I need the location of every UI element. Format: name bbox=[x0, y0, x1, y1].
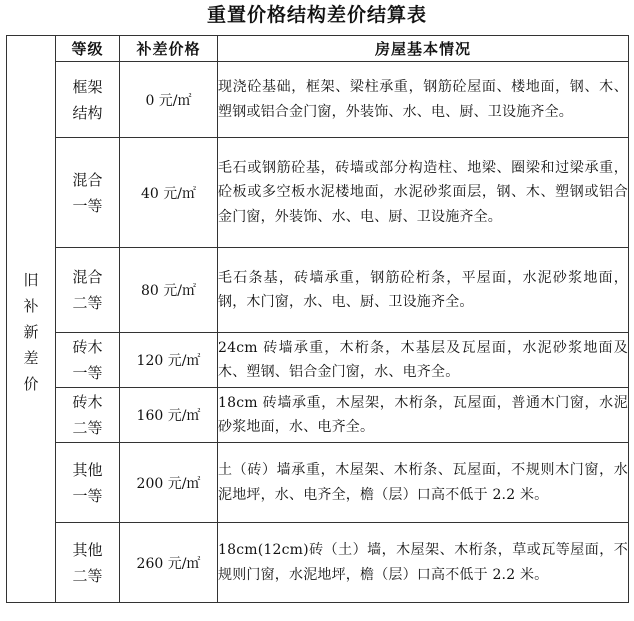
grade-line: 其他 bbox=[72, 540, 103, 559]
grade-line: 混合 bbox=[72, 170, 103, 189]
header-row bbox=[7, 36, 629, 62]
side-label-char: 价 bbox=[23, 374, 39, 393]
grade-cell bbox=[56, 333, 120, 388]
table-row bbox=[7, 333, 629, 388]
price-cell: 120 元/㎡ bbox=[120, 333, 218, 388]
side-label-char: 补 bbox=[23, 296, 39, 315]
grade-line: 一等 bbox=[72, 364, 103, 382]
price-cell: 40 元/㎡ bbox=[120, 138, 218, 248]
header-description: 房屋基本情况 bbox=[218, 36, 629, 62]
grade-line: 二等 bbox=[72, 566, 103, 585]
table-row bbox=[7, 62, 629, 138]
grade-line: 砖木 bbox=[72, 338, 103, 356]
grade-line: 框架 bbox=[72, 77, 103, 96]
description-cell: 18cm 砖墙承重，木屋架，木桁条，瓦屋面，普通木门窗，水泥砂浆地面，水、电齐全。 bbox=[218, 388, 629, 443]
price-cell: 80 元/㎡ bbox=[120, 248, 218, 333]
grade-line: 其他 bbox=[72, 460, 103, 479]
header-blank-cell bbox=[7, 36, 56, 62]
grade-cell bbox=[56, 523, 120, 603]
table-row bbox=[7, 388, 629, 443]
grade-line: 结构 bbox=[72, 103, 103, 122]
table-row bbox=[7, 523, 629, 603]
table-title: 重置价格结构差价结算表 bbox=[206, 4, 427, 26]
table-row bbox=[7, 138, 629, 248]
grade-line: 二等 bbox=[72, 419, 103, 437]
side-label-char: 新 bbox=[23, 322, 39, 341]
grade-line: 砖木 bbox=[72, 393, 103, 411]
price-cell: 0 元/㎡ bbox=[120, 62, 218, 138]
header-price: 补差价格 bbox=[120, 36, 218, 62]
grade-line: 二等 bbox=[72, 294, 103, 312]
header-grade: 等级 bbox=[56, 36, 120, 62]
side-label-char: 差 bbox=[23, 348, 39, 367]
price-difference-table bbox=[6, 35, 629, 603]
price-cell: 200 元/㎡ bbox=[120, 443, 218, 523]
grade-cell bbox=[56, 248, 120, 333]
grade-cell bbox=[56, 443, 120, 523]
grade-cell bbox=[56, 388, 120, 443]
description-cell: 现浇砼基础，框架、梁柱承重，钢筋砼屋面、楼地面，钢、木、塑钢或铝合金门窗，外装饰、水、电、厨、卫设施齐全。 bbox=[218, 62, 629, 138]
description-cell: 24cm 砖墙承重，木桁条，木基层及瓦屋面，水泥砂浆地面及木、塑钢、铝合金门窗，水、电齐全。 bbox=[218, 333, 629, 388]
description-cell: 18cm(12cm)砖（土）墙，木屋架、木桁条，草或瓦等屋面，不规则门窗，水泥地坪，檐（层）口高不低于 2.2 米。 bbox=[218, 523, 629, 603]
description-cell: 土（砖）墙承重，木屋架、木桁条、瓦屋面，不规则木门窗，水泥地坪，水、电齐全，檐（层）口高不低于 2.2 米。 bbox=[218, 443, 629, 523]
table-row bbox=[7, 443, 629, 523]
price-cell: 160 元/㎡ bbox=[120, 388, 218, 443]
grade-line: 混合 bbox=[72, 268, 103, 286]
grade-line: 一等 bbox=[72, 196, 103, 215]
description-cell: 毛石或钢筋砼基，砖墙或部分构造柱、地梁、圈梁和过梁承重，砼板或多空板水泥楼地面，水泥砂浆面层，钢、木、塑钢或铝合金门窗，外装饰、水、电、厨、卫设施齐全。 bbox=[218, 138, 629, 248]
grade-line: 一等 bbox=[72, 486, 103, 505]
grade-cell bbox=[56, 62, 120, 138]
price-cell: 260 元/㎡ bbox=[120, 523, 218, 603]
description-cell: 毛石条基，砖墙承重，钢筋砼桁条，平屋面，水泥砂浆地面，钢，木门窗，水、电、厨、卫设施齐全。 bbox=[218, 248, 629, 333]
grade-cell bbox=[56, 138, 120, 248]
side-label-cell bbox=[7, 62, 56, 603]
table-row bbox=[7, 248, 629, 333]
side-label-char: 旧 bbox=[23, 270, 39, 289]
